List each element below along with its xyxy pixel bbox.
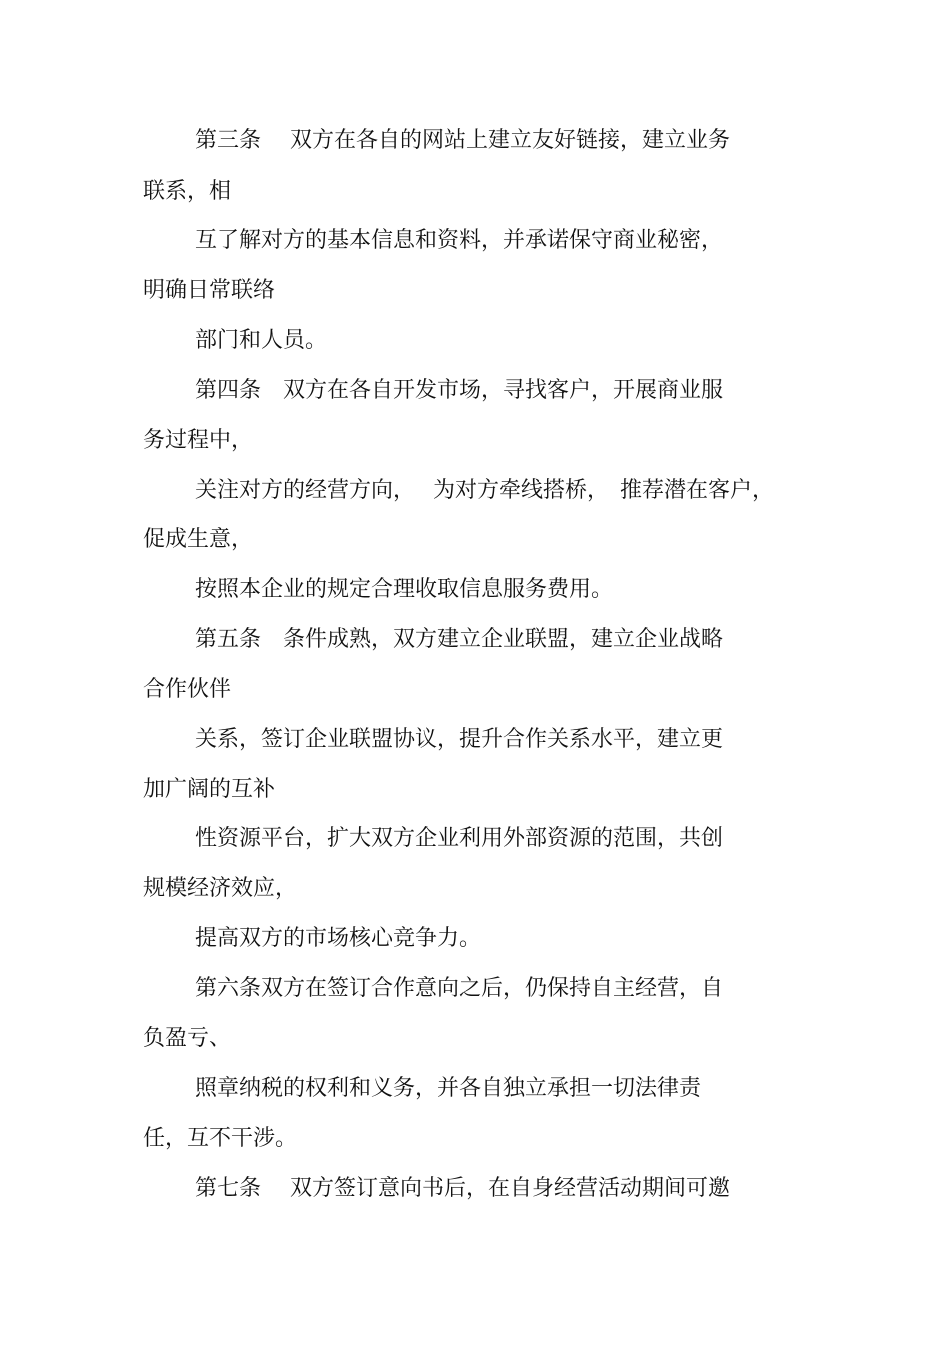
article-3-line-1: 第三条 双方在各自的网站上建立友好链接，建立业务 <box>195 128 730 153</box>
article-6-line-3: 照章纳税的权利和义务，并各自独立承担一切法律责 <box>195 1076 702 1101</box>
article-4-line-2: 务过程中， <box>143 428 254 453</box>
article-5-line-6: 规模经济效应， <box>143 876 298 901</box>
article-3-line-5: 部门和人员。 <box>195 328 328 353</box>
article-5-line-7: 提高双方的市场核心竞争力。 <box>195 926 482 951</box>
article-5-line-4: 加广阔的互补 <box>143 777 276 802</box>
article-3-line-2: 联系，相 <box>143 179 232 204</box>
article-7-line-1: 第七条 双方签订意向书后，在自身经营活动期间可邀 <box>195 1176 730 1201</box>
article-4-line-1: 第四条 双方在各自开发市场，寻找客户，开展商业服 <box>195 378 724 403</box>
article-3-line-3: 互了解对方的基本信息和资料，并承诺保守商业秘密， <box>195 228 724 253</box>
article-4-line-3: 关注对方的经营方向， 为对方牵线搭桥， 推荐潜在客户， <box>195 478 774 503</box>
article-5-line-2: 合作伙伴 <box>143 677 232 702</box>
article-4-line-4: 促成生意， <box>143 527 254 552</box>
article-5-line-5: 性资源平台，扩大双方企业利用外部资源的范围，共创 <box>195 826 724 851</box>
article-5-line-3: 关系，签订企业联盟协议，提升合作关系水平，建立更 <box>195 727 724 752</box>
article-3-line-4: 明确日常联络 <box>143 278 276 303</box>
article-6-line-2: 负盈亏、 <box>143 1026 232 1051</box>
article-6-line-4: 任，互不干涉。 <box>143 1126 298 1151</box>
article-4-line-5: 按照本企业的规定合理收取信息服务费用。 <box>195 577 614 602</box>
article-5-line-1: 第五条 条件成熟，双方建立企业联盟，建立企业战略 <box>195 627 724 652</box>
article-6-line-1: 第六条双方在签订合作意向之后，仍保持自主经营，自 <box>195 976 724 1001</box>
